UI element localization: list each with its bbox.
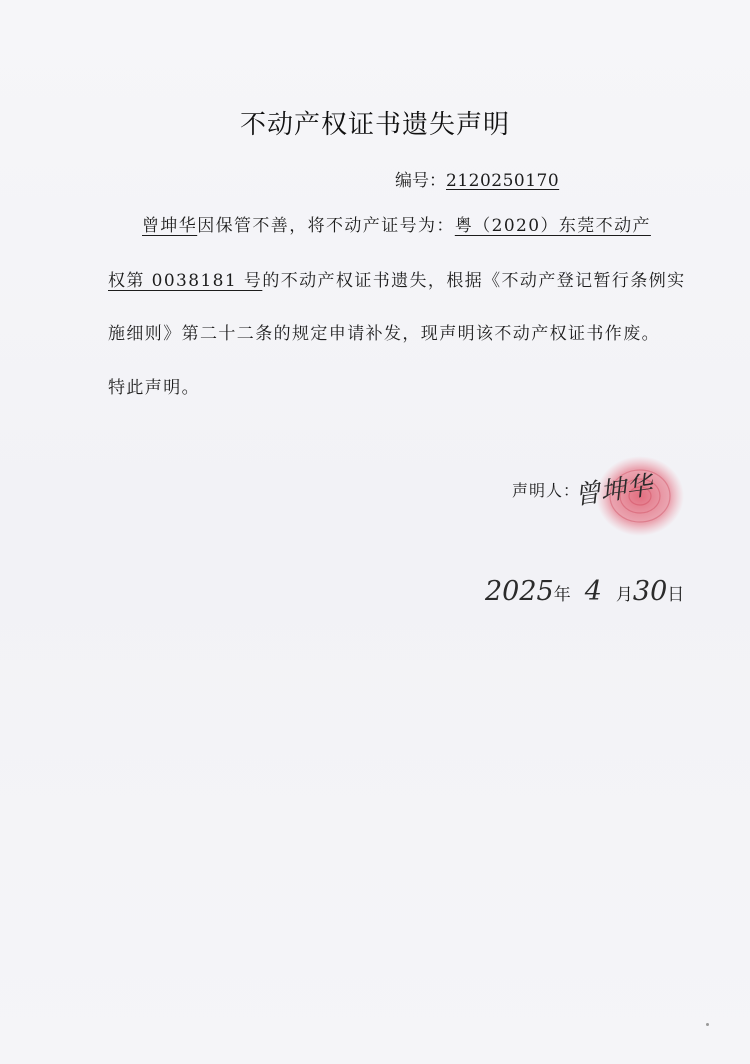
number-label: 编号： [395,171,446,191]
para-text-2: 的不动产权证书遗失，根据《不动产登记暂行条例实 [262,271,686,291]
paragraph-line-2 [108,266,686,291]
paragraph-line-1 [142,211,651,236]
document-title: 不动产权证书遗失声明 [239,110,510,140]
date-day-unit: 日 [667,585,685,605]
para-text-3: 施细则》第二十二条的规定申请补发，现声明该不动产权证书作废。 [108,324,660,344]
para-text-1: 因保管不善，将不动产证号为： [197,216,455,236]
date-row [485,576,684,607]
document-number [395,166,559,191]
paragraph-line-3 [108,319,660,344]
scan-speck [706,1023,709,1026]
certificate-number-part-1: 粤（2020）东莞不动产 [454,216,651,236]
signature-block [512,468,682,528]
declarant-name: 曾坤华 [142,216,198,236]
declarant-label: 声明人： [512,481,581,500]
handwritten-signature: 曾坤华 [572,470,655,512]
date-year-unit: 年 [553,585,571,605]
date-year: 2025 [485,576,554,607]
date-month: 4 [584,576,602,607]
number-value: 2120250170 [446,171,560,191]
date-month-unit: 月 [615,585,633,605]
closing-statement: 特此声明。 [108,378,200,398]
date-day: 30 [632,576,668,607]
certificate-number-part-2: 权第 0038181 号 [108,271,263,291]
